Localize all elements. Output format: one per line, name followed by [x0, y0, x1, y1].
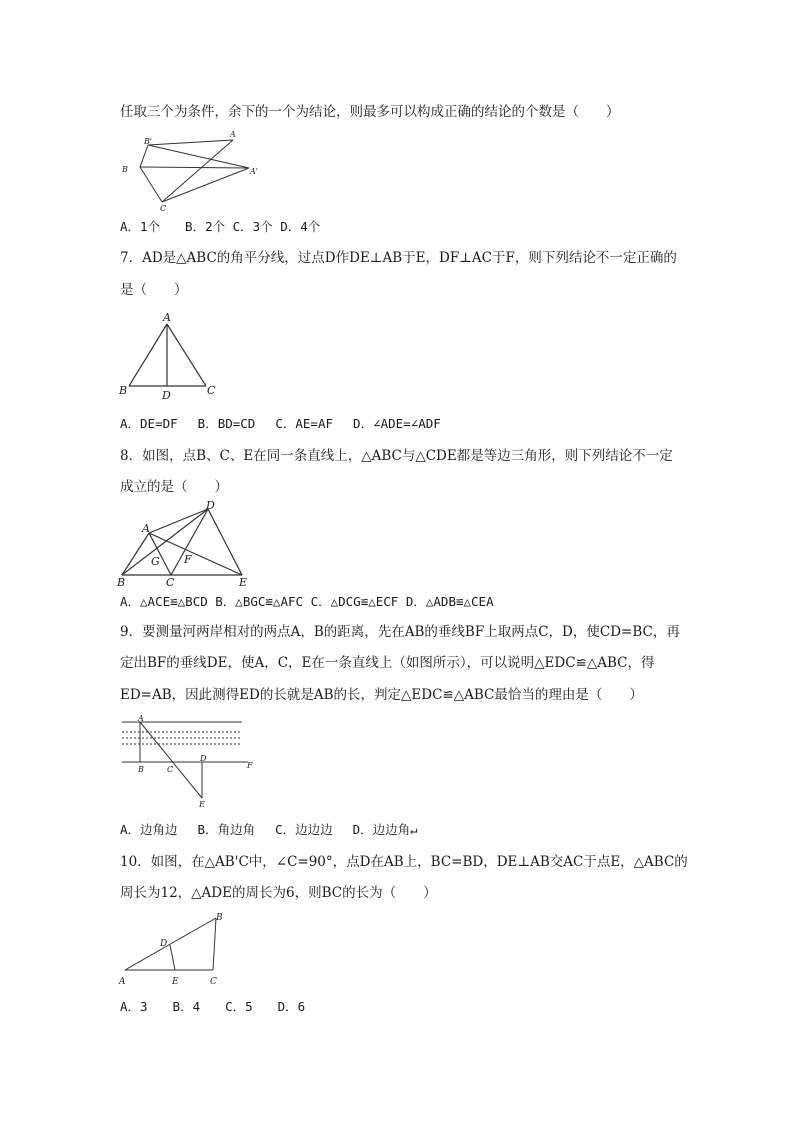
q9-label-a: A	[138, 714, 144, 723]
q7-options: A．DE=DF B．BD=CD C．AE=AF D．∠ADE=∠ADF	[120, 416, 441, 431]
q8-stem-line1: 8．如图，点B、C、E在同一条直线上，△ABC与△CDE都是等边三角形，则下列结论不一定	[120, 448, 673, 464]
q6-label-c: C	[160, 204, 167, 212]
q6-label-b: B	[122, 165, 128, 174]
q9-stem-line1: 9．要测量河两岸相对的两点A，B的距离，先在AB的垂线BF上取两点C，D，使CD=BC，再	[120, 624, 680, 640]
q9-label-e: E	[199, 800, 205, 809]
q9-label-b: B	[138, 765, 144, 774]
q9-options: A．边角边 B．角边角 C．边边边 D．边边角↵	[120, 822, 418, 837]
q7-stem-line2: 是（ ）	[120, 282, 188, 298]
q8-figure	[116, 497, 256, 589]
q8-label-a: A	[142, 522, 150, 535]
q7-label-a: A	[163, 311, 171, 324]
q7-label-c: C	[207, 384, 216, 397]
q8-label-c: C	[166, 576, 175, 589]
q6-options: A．1个 B．2个 C．3个 D．4个	[120, 219, 321, 234]
q10-stem-line2: 周长为12，△ADE的周长为6，则BC的长为（ ）	[120, 885, 437, 901]
q10-label-b: B	[216, 913, 223, 923]
q6-label-a: A	[230, 130, 236, 139]
q10-figure	[118, 908, 233, 990]
q9-label-c: C	[167, 765, 174, 774]
q8-label-b: B	[117, 576, 126, 589]
q10-options: A．3 B．4 C．5 D．6	[120, 999, 306, 1014]
q10-stem-line1: 10．如图，在△AB'C中，∠C=90°，点D在AB上，BC=BD，DE⊥AB交AC于点E，△ABC的	[120, 854, 688, 870]
q6-figure	[118, 127, 268, 212]
q6-label-b-prime: B'	[144, 137, 153, 146]
q9-label-d: D	[200, 754, 207, 763]
q8-options: A．△ACE≌△BCD B．△BGC≌△AFC C．△DCG≌△ECF D．△ADB≌△CEA	[120, 594, 494, 609]
q7-stem-line1: 7．AD是△ABC的角平分线，过点D作DE⊥AB于E，DF⊥AC于F，则下列结论不一定正确的	[120, 250, 677, 266]
q9-figure	[118, 714, 258, 810]
q7-figure	[118, 308, 228, 402]
q9-label-f: F	[247, 761, 253, 770]
q8-label-d: D	[206, 499, 215, 512]
q10-label-e: E	[172, 977, 179, 987]
q6-stem-tail: 任取三个为条件，余下的一个为结论，则最多可以构成正确的结论的个数是（ ）	[120, 104, 620, 120]
q8-label-g: G	[151, 555, 160, 568]
q10-label-a: A	[119, 977, 126, 987]
q9-stem-line2: 定出BF的垂线DE，使A，C，E在一条直线上（如图所示），可以说明△EDC≌△ABC，得	[120, 655, 655, 671]
q7-label-b: B	[119, 384, 128, 397]
q7-label-d: D	[162, 389, 171, 402]
q8-label-f: F	[184, 553, 192, 566]
q6-label-a-prime: A'	[250, 167, 258, 176]
q8-stem-line2: 成立的是（ ）	[120, 479, 228, 495]
q10-label-c: C	[210, 977, 217, 987]
q9-stem-line3: ED=AB，因此测得ED的长就是AB的长，判定△EDC≌△ABC最恰当的理由是（ ）	[120, 687, 643, 703]
q8-label-e: E	[239, 576, 248, 589]
q10-label-d: D	[160, 939, 168, 949]
